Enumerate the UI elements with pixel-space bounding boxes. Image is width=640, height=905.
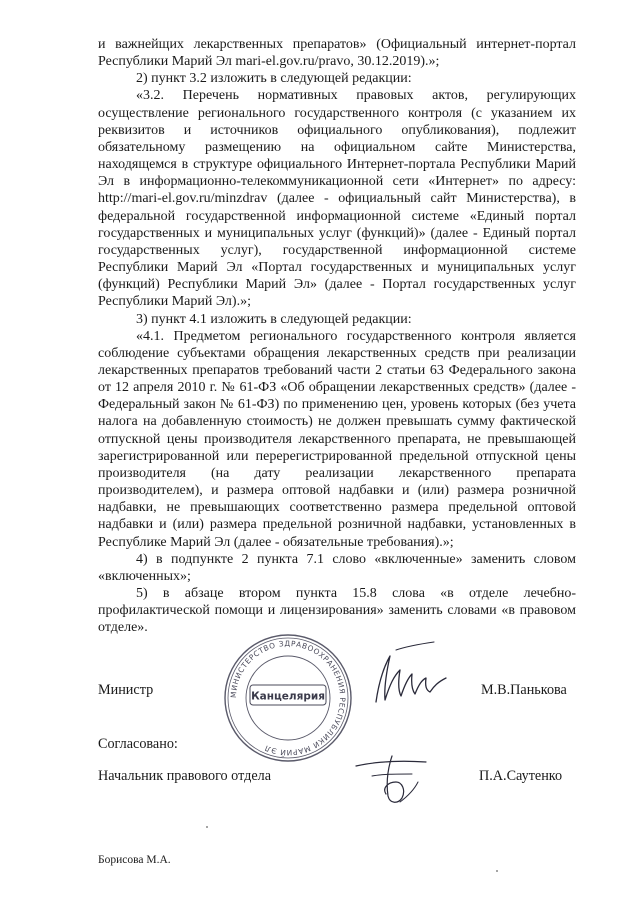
stamp-ring-text: МИНИСТЕРСТВО ЗДРАВООХРАНЕНИЯ РЕСПУБЛИКИ МАРИЙ ЭЛ: [228, 638, 348, 758]
paragraph-item-3: 3) пункт 4.1 изложить в следующей редакции:: [136, 311, 412, 327]
official-stamp-icon: [222, 632, 354, 764]
paragraph-item-4: 4) в подпункте 2 пункта 7.1 слово «включенные» заменить словом «включенных»;: [98, 551, 576, 584]
scan-artifact: [496, 870, 498, 872]
paragraph-3-2: «3.2. Перечень нормативных правовых актов, регулирующих осуществление регионального государственного контроля (с указанием их реквизитов и источников официального опубликования), подлежит обязательному размещению на официальном сайте Министерства, находящемся в структуре официального Интернет-портала Республики Марий Эл в информационно-телекоммуникационной сети «Интернет» по адресу: http://mari-el.gov.ru/minzdrav (далее - официальный сайт Министерства), в федеральной государственной информационной системе «Единый портал государственных и муниципальных услуг (функций)» (далее - Единый портал государственных услуг), государственной информационной системе Республики Марий Эл «Портал государственных и муниципальных услуг (функций) Республики Марий Эл» (далее - Портал государственных услуг Республики Марий Эл).»;: [98, 88, 576, 310]
paragraph-continuation: и важнейщих лекарственных препаратов» (Официальный интернет-портал Республики Марий Эл mari-el.gov.ru/pravo, 30.12.2019).»;: [98, 37, 576, 70]
paragraph-4-1: «4.1. Предметом регионального государственного контроля является соблюдение субъектами обращения лекарственных средств при реализации лекарственных препаратов требований части 2 статьи 63 Федерального закона от 12 апреля 2010 г. № 61-ФЗ «Об обращении лекарственных средств» (далее - Федеральный закон № 61-ФЗ) по применению цен, уровень которых (без учета налога на добавленную стоимость) не должен превышать сумму фактической отпускной цены производителя лекарственного препарата, не превышающей зарегистрированной или перерегистрированной предельной отпускной цены производителя (на дату реализации лекарственного препарата производителем), и размера оптовой надбавки и (или) размера розничной надбавки, не превышающих соответственно размера предельной оптовой надбавки и (или) размера предельной розничной надбавки, установленных в Республике Марий Эл (далее - обязательные требования).»;: [98, 328, 576, 550]
paragraph-item-5: 5) в абзаце втором пункта 15.8 слова «в отделе лечебно-профилактической помощи и лицензирования» заменить словами «в правовом отделе».: [98, 586, 576, 636]
legal-head-name: П.А.Саутенко: [479, 768, 563, 784]
scan-artifact: [206, 826, 208, 828]
paragraph-item-2: 2) пункт 3.2 изложить в следующей редакции:: [136, 71, 412, 87]
legal-head-signature-icon: [352, 752, 438, 808]
agreed-label: Согласовано:: [98, 736, 178, 752]
legal-head-title: Начальник правового отдела: [98, 768, 271, 784]
minister-signature-icon: [368, 640, 452, 708]
document-body: [98, 36, 576, 636]
minister-title: Министр: [98, 682, 154, 698]
executor-name: Борисова М.А.: [98, 854, 171, 866]
minister-name: М.В.Панькова: [481, 682, 567, 698]
stamp-center-text: Канцелярия: [251, 690, 325, 703]
